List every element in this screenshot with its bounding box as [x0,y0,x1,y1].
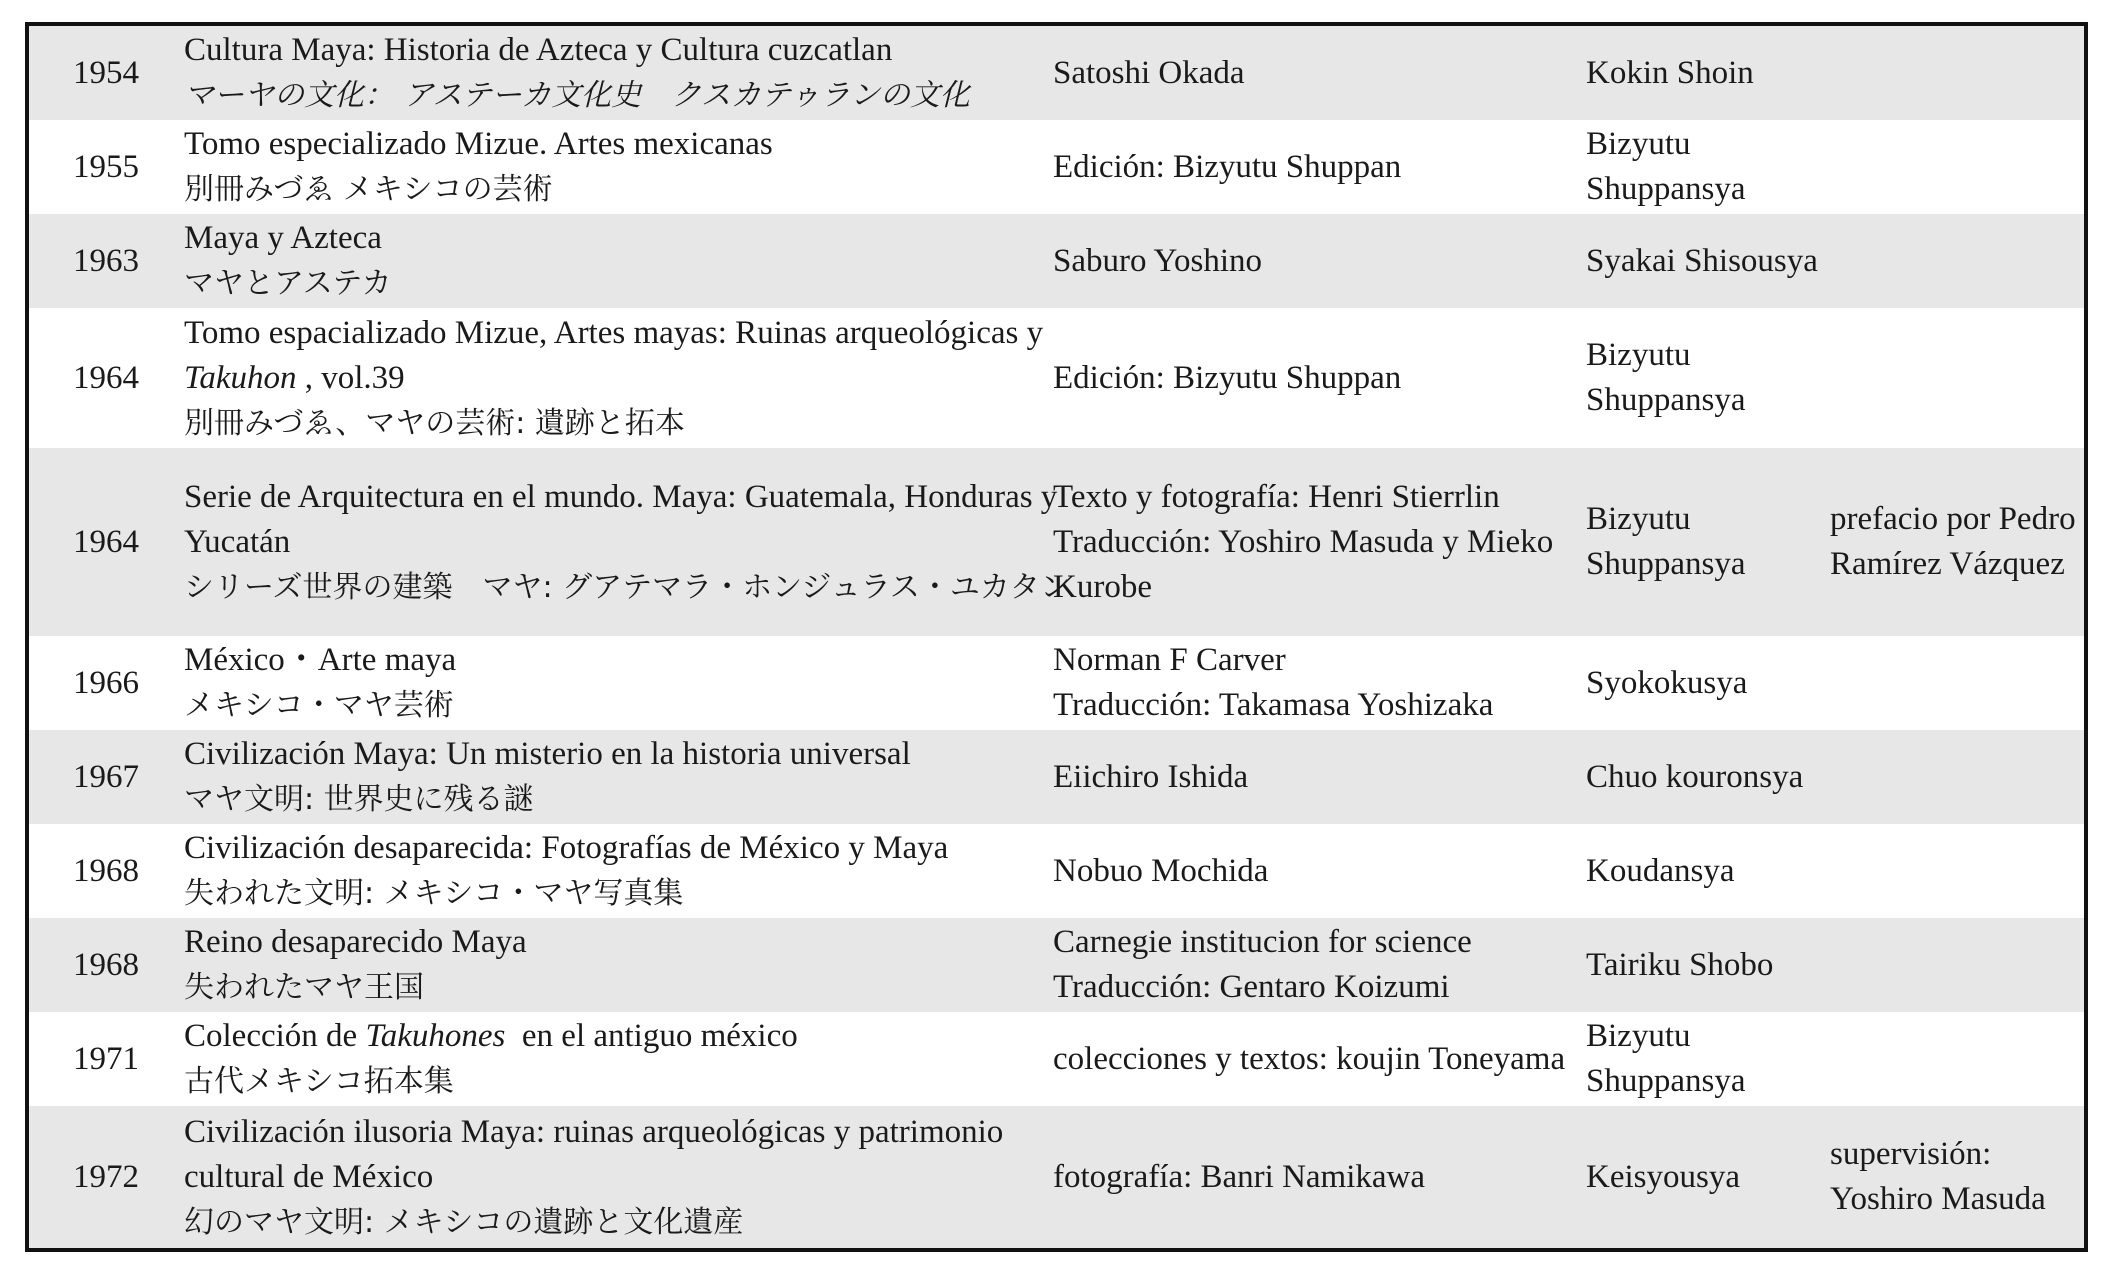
author-line: Satoshi Okada [1053,54,1245,91]
author-cell [1053,849,1586,894]
title-japanese: 別冊みづゑ、マヤの芸術: 遺跡と拓本 [184,405,685,441]
title-spanish: Civilización Maya: Un misterio en la historia universal [184,736,911,772]
author-cell [1053,239,1586,284]
author-line: Texto y fotografía: Henri Stierrlin [1053,478,1500,515]
publisher-cell [1586,849,1830,894]
author-line: Traducción: Takamasa Yoshizaka [1053,687,1494,723]
title-japanese: マヤ文明: 世界史に残る謎 [184,782,534,817]
year-cell: 1954 [73,54,139,91]
title-italic: Takuhon [184,359,297,396]
year-cell: 1966 [73,664,139,701]
author-line: Traducción: Gentaro Koizumi [1053,969,1450,1005]
table-row [29,120,2084,214]
publisher-cell [1586,755,1830,800]
author-line: colecciones y textos: koujin Toneyama [1053,1040,1566,1077]
year-cell: 1964 [73,523,139,560]
author-cell [1053,755,1586,800]
publisher-cell [1586,51,1830,96]
author-cell [1053,356,1586,401]
title-cell [184,475,1070,610]
table-row [29,1106,2084,1248]
title-japanese: メキシコ・マヤ芸術 [184,688,454,723]
year-cell: 1971 [73,1040,139,1077]
table-row [29,824,2084,918]
year-cell: 1955 [73,148,139,185]
publisher-line: Syokokusya [1586,664,1748,701]
title-spanish-cont: cultural de México [184,1158,434,1195]
title-spanish: Civilización desaparecida: Fotografías de México y Maya [184,830,949,866]
title-spanish: Cultura Maya: Historia de Azteca y Cultura cuzcatlan [184,32,893,68]
publisher-cell [1586,122,1830,212]
author-line: Traducción: Yoshiro Masuda y Mieko [1053,523,1554,560]
publisher-line: Shuppansya [1586,1063,1746,1099]
author-line: Nobuo Mochida [1053,852,1269,889]
title-cell [184,216,1053,306]
publisher-line: Bizyutu [1586,126,1691,162]
title-spanish: Maya y Azteca [184,220,382,256]
author-line: Kurobe [1053,568,1152,605]
author-line: Norman F Carver [1053,642,1286,678]
publisher-line: Chuo kouronsya [1586,758,1804,795]
publisher-cell [1586,1014,1830,1104]
publisher-line: Koudansya [1586,852,1735,889]
title-cell [184,1110,1053,1245]
title-spanish: Tomo especializado Mizue. Artes mexicanas [184,126,773,162]
year-cell: 1968 [73,946,139,983]
publisher-line: Bizyutu [1586,337,1691,373]
title-pre: Colección de [184,1018,366,1054]
table-row [29,918,2084,1012]
publisher-line: Bizyutu [1586,501,1691,537]
title-post: en el antiguo méxico [505,1018,798,1054]
title-japanese: シリーズ世界の建築 マヤ: グアテマラ・ホンジュラス・ユカタン [184,569,1070,605]
author-line: Carnegie institucion for science [1053,924,1472,960]
table-row [29,730,2084,824]
note-line: Ramírez Vázquez [1830,546,2065,582]
table-row [29,26,2084,120]
author-cell [1053,920,1586,1010]
year-cell: 1968 [73,852,139,889]
year-cell: 1963 [73,242,139,279]
table-row [29,1012,2084,1106]
note-line: prefacio por Pedro [1830,501,2076,537]
year-cell: 1964 [73,359,139,396]
year-cell: 1967 [73,758,139,795]
publisher-cell [1586,333,1830,423]
title-spanish: Reino desaparecido Maya [184,924,527,960]
title-spanish-cont: Yucatán [184,523,291,560]
publisher-line: Shuppansya [1586,171,1746,207]
author-line: fotografía: Banri Namikawa [1053,1158,1426,1195]
title-cell [184,1014,1053,1104]
author-line: Edición: Bizyutu Shuppan [1053,148,1402,185]
publisher-cell [1586,497,1830,587]
title-japanese: 失われたマヤ王国 [184,970,424,1005]
title-japanese: マヤとアステカ [184,266,392,301]
author-cell [1053,51,1586,96]
title-spanish: Civilización ilusoria Maya: ruinas arqueológicas y patrimonio [184,1113,1004,1150]
title-cell [184,122,1053,212]
note-cell [1830,497,2084,587]
title-spanish: Tomo espacializado Mizue, Artes mayas: Ruinas arqueológicas y [184,314,1044,351]
title-spanish: México・Arte maya [184,642,457,678]
author-line: Saburo Yoshino [1053,242,1263,279]
title-tail: , vol.39 [296,359,405,396]
author-cell [1053,145,1586,190]
title-cell [184,732,1053,822]
title-japanese: 失われた文明: メキシコ・マヤ写真集 [184,876,684,911]
publisher-cell [1586,661,1830,706]
author-line: Eiichiro Ishida [1053,758,1249,795]
title-japanese: 古代メキシコ拓本集 [184,1064,454,1099]
author-cell [1053,475,1586,610]
title-japanese: マーヤの文化： アステーカ文化史 クスカテゥランの文化 [184,78,970,113]
publisher-line: Keisyousya [1586,1158,1740,1195]
note-cell [1830,1132,2084,1222]
publisher-cell [1586,239,1830,284]
title-cell [184,826,1053,916]
publisher-line: Shuppansya [1586,546,1746,582]
publisher-line: Kokin Shoin [1586,54,1754,91]
title-cell [184,920,1053,1010]
title-italic: Takuhones [365,1018,506,1054]
title-cell [184,311,1053,446]
publisher-cell [1586,943,1830,988]
publisher-cell [1586,1155,1830,1200]
title-japanese: 別冊みづゑ メキシコの芸術 [184,172,553,207]
publications-table [25,22,2088,1252]
year-cell: 1972 [73,1158,139,1195]
table-row [29,214,2084,308]
author-cell [1053,638,1586,728]
publisher-line: Syakai Shisousya [1586,242,1818,279]
title-spanish-cont [184,356,1053,401]
author-line: Edición: Bizyutu Shuppan [1053,359,1402,396]
table-row [29,636,2084,730]
note-line: Yoshiro Masuda [1830,1181,2046,1217]
title-spanish [184,1014,1053,1059]
table-row [29,448,2084,636]
publisher-line: Bizyutu [1586,1018,1691,1054]
author-cell [1053,1037,1586,1082]
publisher-line: Tairiku Shobo [1586,946,1774,983]
title-spanish: Serie de Arquitectura en el mundo. Maya: Guatemala, Honduras y [184,478,1058,515]
publisher-line: Shuppansya [1586,382,1746,418]
title-japanese: 幻のマヤ文明: メキシコの遺跡と文化遺産 [184,1204,744,1240]
title-cell [184,28,1053,118]
note-line: supervisión: [1830,1136,1992,1172]
author-cell [1053,1155,1586,1200]
table-row [29,308,2084,448]
title-cell [184,638,1053,728]
